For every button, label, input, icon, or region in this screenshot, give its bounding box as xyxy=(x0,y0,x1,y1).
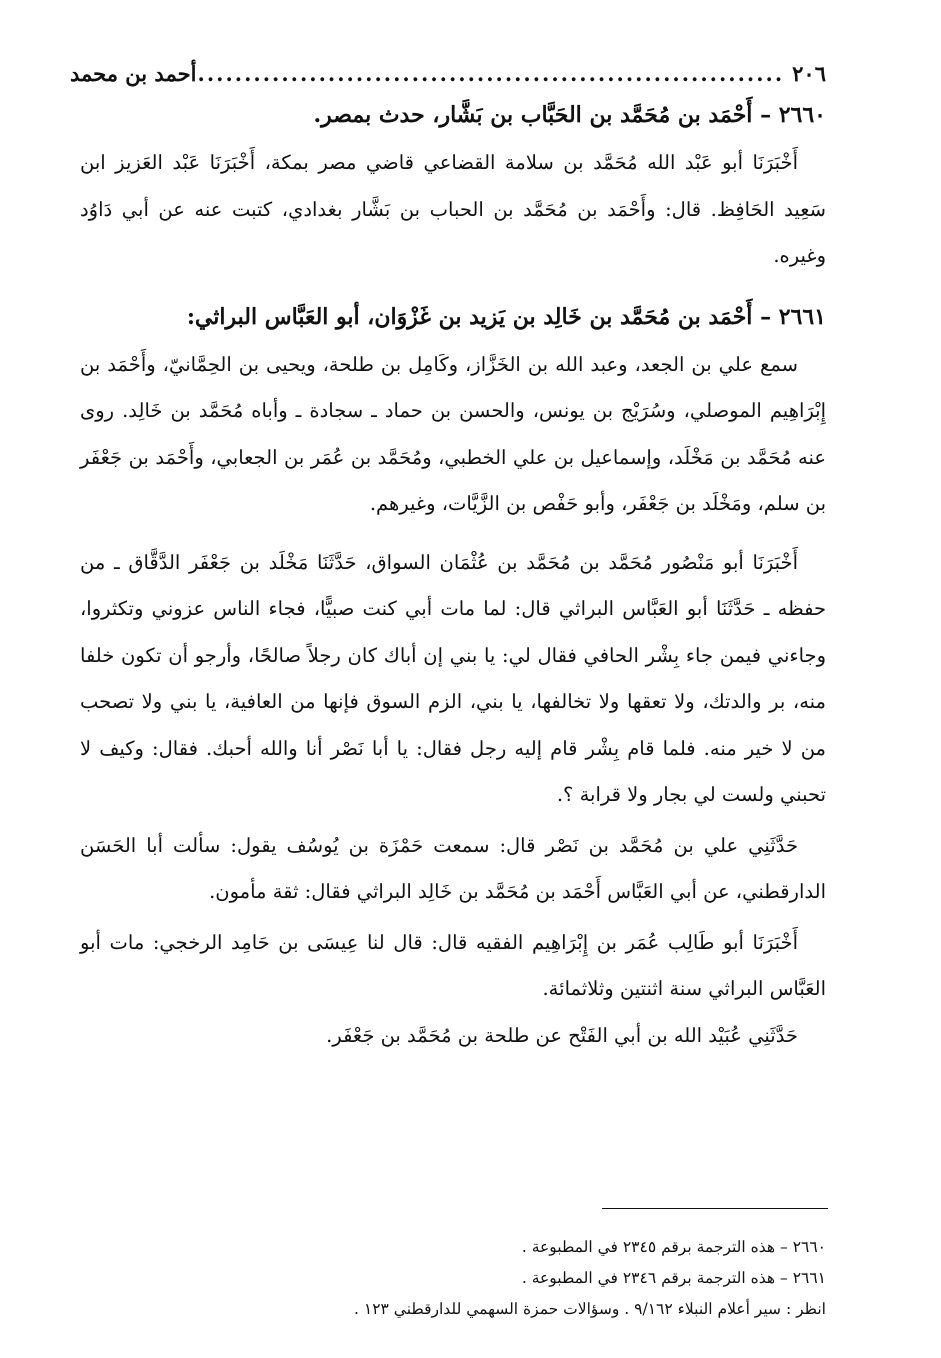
paragraph: أَخْبَرَنَا أبو طَالِب عُمَر بن إِبْرَاهِيم الفقيه قال: قال لنا عِيسَى بن حَامِد الرخجي: مات أبو العَبَّاس البراثي سنة اثنتين وثلاثمائة. xyxy=(80,930,826,1000)
main-text xyxy=(80,90,826,1059)
footnotes xyxy=(150,1232,826,1325)
running-title: أحمد بن محمد xyxy=(70,61,197,86)
footnote: انظر : سير أعلام النبلاء ٩/١٦٢ . وسؤالات حمزة السهمي للدارقطني ١٢٣ . xyxy=(354,1300,826,1318)
footnote: ٢٦٦١ – هذه الترجمة برقم ٢٣٤٦ في المطبوعة . xyxy=(521,1269,826,1287)
page-number: ٢٠٦ xyxy=(792,61,826,86)
leader-dots xyxy=(196,61,792,86)
footnote-divider xyxy=(602,1208,828,1209)
entry-title: ٢٦٦٠ – أَحْمَد بن مُحَمَّد بن الحَبَّاب بن بَشَّار، حدث بمصر. xyxy=(313,102,826,128)
paragraph: سمع علي بن الجعد، وعبد الله بن الخَزَّاز، وكَامِل بن طلحة، ويحيى بن الحِمَّانيّ، وأَحْمَد بن إِبْرَاهِيم الموصلي، وسُرَيْج بن يونس، والحسن بن حماد ـ سجادة ـ وأباه مُحَمَّد بن خَالِد. روى عنه مُحَمَّد بن مَخْلَد، وإسماعيل بن علي الخطبي، ومُحَمَّد بن عُمَر بن الجعابي، وأَحْمَد بن جَعْفَر بن سلم، ومَخْلَد بن جَعْفَر، وأبو حَفْص بن الزَّيَّات، وغيرهم. xyxy=(80,352,826,515)
paragraph: حَدَّثَنِي علي بن مُحَمَّد بن نَصْر قال: سمعت حَمْزَة بن يُوسُف يقول: سألت أبا الحَسَن الدارقطني، عن أبي العَبَّاس أَحْمَد بن مُحَمَّد بن خَالِد البراثي فقال: ثقة مأمون. xyxy=(80,833,826,903)
entry-title: ٢٦٦١ – أَحْمَد بن مُحَمَّد بن خَالِد بن يَزيد بن غَزْوَان، أبو العَبَّاس البراثي: xyxy=(186,303,826,330)
paragraph: أَخْبَرَنَا أبو مَنْصُور مُحَمَّد بن مُحَمَّد بن عُثْمَان السواق، حَدَّثَنَا مَخْلَد بن جَعْفَر الدَّقَّاق ـ من حفظه ـ حَدَّثَنَا أبو العَبَّاس البراثي قال: لما مات أبي كنت صبيًّا، فجاء الناس عزوني وتكثروا، وجاءني فيمن جاء بِشْر الحافي فقال لي: يا بني إن أباك كان رجلاً صالحًا، وأرجو أن تكون خلفا منه، بر والدتك، ولا تعقها ولا تخالفها، يا بني، الزم السوق فإنها من العافية، يا بني ولا تصحب من لا خير منه. فلما قام بِشْر قام إليه رجل فقال: يا أبا نَصْر أنا والله أحبك. فقال: وكيف لا تحبني ولست لي بجار ولا قرابة ؟. xyxy=(80,550,826,806)
paragraph: حَدَّثَنِي عُبَيْد الله بن أبي الفَتْح عن طلحة بن مُحَمَّد بن جَعْفَر. xyxy=(326,1023,798,1047)
footnote: ٢٦٦٠ – هذه الترجمة برقم ٢٣٤٥ في المطبوعة . xyxy=(521,1238,826,1256)
running-header xyxy=(70,52,826,86)
paragraph: أَخْبَرَنَا أبو عَبْد الله مُحَمَّد بن سلامة القضاعي قاضي مصر بمكة، أَخْبَرَنَا عَبْد العَزيز ابن سَعِيد الحَافِظ. قال: وأَحْمَد بن مُحَمَّد بن الحباب بن بَشَّار بغدادي، كتبت عنه عن أبي دَاوُد وغيره. xyxy=(80,151,826,267)
